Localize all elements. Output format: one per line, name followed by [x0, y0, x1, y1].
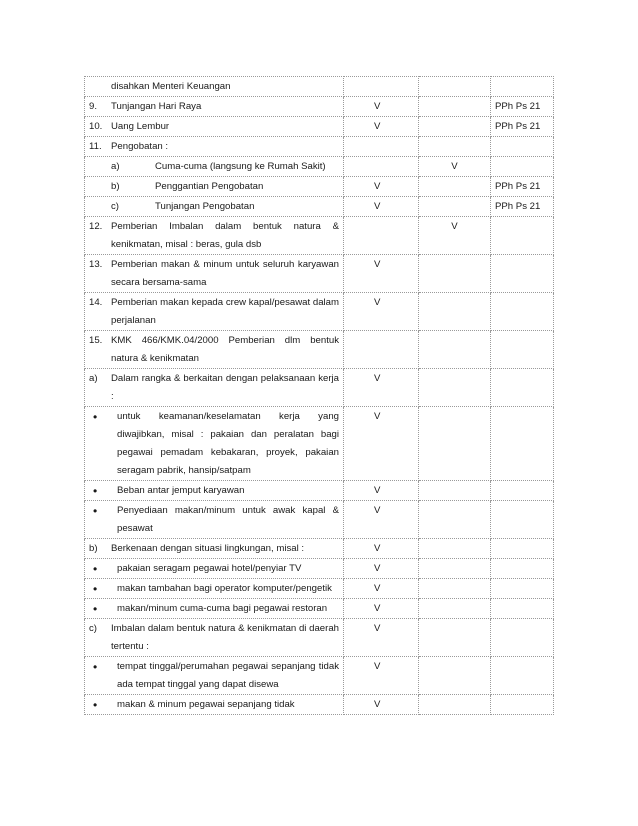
- description-cell: [85, 579, 344, 599]
- description-cell: [85, 481, 344, 501]
- check-cell-2: [419, 137, 491, 157]
- remarks-cell: [491, 217, 554, 255]
- check-cell-2: [419, 559, 491, 579]
- remarks-cell: [491, 559, 554, 579]
- remarks-cell: [491, 157, 554, 177]
- check-cell-1: [344, 331, 419, 369]
- remarks-cell: [491, 695, 554, 715]
- description-text: Pemberian makan kepada crew kapal/pesawat dalam perjalanan: [111, 297, 339, 326]
- check-cell-2: [419, 501, 491, 539]
- item-number: 14.: [89, 297, 103, 308]
- description-text: untuk keamanan/keselamatan kerja yang diwajibkan, misal : pakaian dan peralatan bagi pegawai pemadam kebakaran, proyek, pakaian seragam pabrik, hansip/satpam: [117, 411, 339, 476]
- remarks-cell: [491, 501, 554, 539]
- remarks-cell: [491, 137, 554, 157]
- remarks-cell: [491, 579, 554, 599]
- tax-treatment-table: [84, 76, 554, 715]
- check-cell-1: V: [344, 97, 419, 117]
- description-text: Dalam rangka & berkaitan dengan pelaksanaan kerja :: [111, 373, 339, 402]
- check-cell-2: [419, 255, 491, 293]
- check-cell-2: [419, 657, 491, 695]
- item-number: 13.: [89, 259, 103, 270]
- table-row: [85, 695, 554, 715]
- description-cell: [85, 117, 344, 137]
- table-row: [85, 539, 554, 559]
- description-cell: [85, 97, 344, 117]
- remarks-cell: [491, 619, 554, 657]
- description-text: Imbalan dalam bentuk natura & kenikmatan di daerah tertentu :: [111, 623, 339, 652]
- table-row: [85, 157, 554, 177]
- description-text: makan/minum cuma-cuma bagi pegawai restoran: [117, 603, 328, 614]
- check-cell-2: [419, 197, 491, 217]
- check-cell-1: V: [344, 657, 419, 695]
- table-row: [85, 579, 554, 599]
- check-cell-1: V: [344, 599, 419, 619]
- bullet-icon: •: [93, 562, 98, 576]
- bullet-icon: •: [93, 660, 98, 674]
- description-cell: [85, 501, 344, 539]
- table-row: [85, 619, 554, 657]
- table-row: [85, 177, 554, 197]
- remarks-cell: [491, 599, 554, 619]
- description-cell: [85, 255, 344, 293]
- check-cell-2: [419, 619, 491, 657]
- check-cell-1: V: [344, 407, 419, 481]
- table-row: [85, 481, 554, 501]
- table-row: [85, 197, 554, 217]
- remarks-cell: [491, 77, 554, 97]
- check-cell-1: [344, 217, 419, 255]
- bullet-icon: •: [93, 410, 98, 424]
- table-row: [85, 255, 554, 293]
- description-cell: [85, 657, 344, 695]
- check-cell-1: V: [344, 695, 419, 715]
- description-cell: [85, 197, 344, 217]
- table-row: [85, 331, 554, 369]
- check-cell-2: [419, 293, 491, 331]
- check-cell-2: [419, 177, 491, 197]
- table-row: [85, 97, 554, 117]
- check-cell-1: V: [344, 481, 419, 501]
- description-cell: [85, 599, 344, 619]
- check-cell-2: [419, 407, 491, 481]
- check-cell-1: V: [344, 619, 419, 657]
- description-cell: [85, 559, 344, 579]
- description-text: Penggantian Pengobatan: [155, 181, 264, 192]
- table-row: [85, 407, 554, 481]
- check-cell-1: V: [344, 369, 419, 407]
- check-cell-2: [419, 369, 491, 407]
- check-cell-1: V: [344, 579, 419, 599]
- description-text: Pemberian Imbalan dalam bentuk natura & kenikmatan, misal : beras, gula dsb: [111, 221, 339, 250]
- check-cell-2: [419, 77, 491, 97]
- check-cell-1: V: [344, 255, 419, 293]
- table-row: [85, 657, 554, 695]
- item-number: a): [89, 373, 98, 384]
- check-cell-2: [419, 695, 491, 715]
- check-cell-1: V: [344, 559, 419, 579]
- check-cell-1: V: [344, 117, 419, 137]
- check-cell-2: [419, 599, 491, 619]
- description-cell: [85, 77, 344, 97]
- description-text: Penyediaan makan/minum untuk awak kapal & pesawat: [117, 505, 339, 534]
- check-cell-2: [419, 539, 491, 559]
- description-text: Tunjangan Hari Raya: [111, 101, 202, 112]
- description-text: Uang Lembur: [111, 121, 170, 132]
- check-cell-1: [344, 77, 419, 97]
- item-number: c): [89, 623, 97, 634]
- check-cell-1: [344, 157, 419, 177]
- table-row: [85, 293, 554, 331]
- description-cell: [85, 369, 344, 407]
- check-cell-1: V: [344, 293, 419, 331]
- check-cell-1: V: [344, 501, 419, 539]
- description-text: tempat tinggal/perumahan pegawai sepanjang tidak ada tempat tinggal yang dapat disewa: [117, 661, 339, 690]
- item-number: c): [111, 201, 119, 212]
- description-cell: [85, 539, 344, 559]
- description-cell: [85, 619, 344, 657]
- description-text: Berkenaan dengan situasi lingkungan, misal :: [111, 543, 305, 554]
- item-number: 12.: [89, 221, 103, 232]
- table-row: [85, 137, 554, 157]
- description-text: disahkan Menteri Keuangan: [111, 81, 231, 92]
- table-body: [85, 77, 554, 715]
- table-row: [85, 117, 554, 137]
- remarks-cell: PPh Ps 21: [491, 177, 554, 197]
- item-number: b): [89, 543, 98, 554]
- table-row: [85, 501, 554, 539]
- description-text: Pemberian makan & minum untuk seluruh karyawan secara bersama-sama: [111, 259, 339, 288]
- check-cell-2: [419, 481, 491, 501]
- description-cell: [85, 137, 344, 157]
- bullet-icon: •: [93, 504, 98, 518]
- check-cell-1: [344, 137, 419, 157]
- table-row: [85, 217, 554, 255]
- description-text: Cuma-cuma (langsung ke Rumah Sakit): [155, 161, 326, 172]
- check-cell-2: [419, 97, 491, 117]
- check-cell-2: V: [419, 217, 491, 255]
- check-cell-2: [419, 579, 491, 599]
- remarks-cell: [491, 481, 554, 501]
- remarks-cell: [491, 255, 554, 293]
- remarks-cell: PPh Ps 21: [491, 197, 554, 217]
- remarks-cell: [491, 539, 554, 559]
- description-cell: [85, 407, 344, 481]
- description-cell: [85, 217, 344, 255]
- description-text: KMK 466/KMK.04/2000 Pemberian dlm bentuk natura & kenikmatan: [111, 335, 339, 364]
- description-text: pakaian seragam pegawai hotel/penyiar TV: [117, 563, 302, 574]
- check-cell-1: V: [344, 197, 419, 217]
- bullet-icon: •: [93, 602, 98, 616]
- description-text: Pengobatan :: [111, 141, 169, 152]
- description-cell: [85, 157, 344, 177]
- description-text: Beban antar jemput karyawan: [117, 485, 245, 496]
- description-cell: [85, 331, 344, 369]
- bullet-icon: •: [93, 484, 98, 498]
- remarks-cell: PPh Ps 21: [491, 97, 554, 117]
- remarks-cell: [491, 407, 554, 481]
- check-cell-2: [419, 331, 491, 369]
- item-number: 10.: [89, 121, 103, 132]
- item-number: 15.: [89, 335, 103, 346]
- description-cell: [85, 293, 344, 331]
- check-cell-2: V: [419, 157, 491, 177]
- table-row: [85, 77, 554, 97]
- table-row: [85, 369, 554, 407]
- description-text: makan & minum pegawai sepanjang tidak: [117, 699, 295, 710]
- description-cell: [85, 695, 344, 715]
- remarks-cell: [491, 657, 554, 695]
- check-cell-2: [419, 117, 491, 137]
- remarks-cell: PPh Ps 21: [491, 117, 554, 137]
- remarks-cell: [491, 331, 554, 369]
- table-row: [85, 599, 554, 619]
- table-row: [85, 559, 554, 579]
- bullet-icon: •: [93, 582, 98, 596]
- item-number: b): [111, 181, 120, 192]
- check-cell-1: V: [344, 539, 419, 559]
- description-text: Tunjangan Pengobatan: [155, 201, 255, 212]
- item-number: 11.: [89, 141, 102, 152]
- remarks-cell: [491, 293, 554, 331]
- item-number: 9.: [89, 101, 98, 112]
- description-cell: [85, 177, 344, 197]
- bullet-icon: •: [93, 698, 98, 712]
- description-text: makan tambahan bagi operator komputer/pengetik: [117, 583, 332, 594]
- check-cell-1: V: [344, 177, 419, 197]
- remarks-cell: [491, 369, 554, 407]
- item-number: a): [111, 161, 120, 172]
